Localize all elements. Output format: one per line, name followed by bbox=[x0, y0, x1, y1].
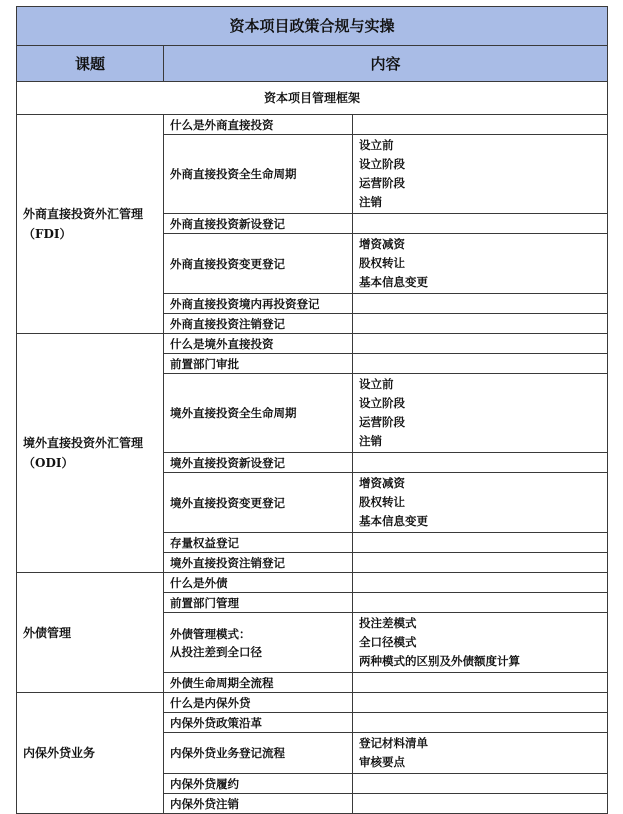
content-item-label: 境外直接投资注销登记 bbox=[170, 555, 285, 570]
sub-item-label: 投注差模式 bbox=[359, 616, 417, 630]
topic-label: 外债管理 bbox=[23, 625, 72, 640]
content-item-label: 前置部门审批 bbox=[170, 356, 239, 371]
sub-item-cell bbox=[353, 214, 608, 234]
table-row bbox=[17, 334, 608, 354]
sub-item-cell bbox=[353, 573, 608, 593]
topic-cell bbox=[17, 693, 164, 814]
content-item-cell bbox=[164, 593, 353, 613]
topic-label: 境外直接投资外汇管理 bbox=[23, 436, 144, 450]
content-item-cell bbox=[164, 115, 353, 135]
content-item-cell bbox=[164, 713, 353, 733]
content-item-label: 外债生命周期全流程 bbox=[170, 675, 274, 690]
sub-item-cell bbox=[353, 314, 608, 334]
content-item-label: 境外直接投资变更登记 bbox=[170, 495, 285, 510]
content-item-label: 外商直接投资注销登记 bbox=[170, 316, 285, 331]
sub-item-label: 审核要点 bbox=[359, 755, 405, 769]
content-item-label: 外商直接投资新设登记 bbox=[170, 216, 285, 231]
sub-item-label: 股权转让 bbox=[359, 256, 405, 270]
content-item-cell bbox=[164, 334, 353, 354]
sub-item-label: 股权转让 bbox=[359, 495, 405, 509]
content-item-label: 前置部门管理 bbox=[170, 595, 239, 610]
sub-item-label: 注销 bbox=[359, 434, 382, 448]
topic-column-header: 课题 bbox=[17, 46, 164, 82]
framework-row: 资本项目管理框架 bbox=[17, 82, 608, 115]
content-item-label: 外商直接投资变更登记 bbox=[170, 256, 285, 271]
sub-item-cell bbox=[353, 234, 608, 294]
content-item-cell bbox=[164, 553, 353, 573]
content-item-cell bbox=[164, 573, 353, 593]
sub-item-cell bbox=[353, 473, 608, 533]
sub-item-cell bbox=[353, 115, 608, 135]
sub-item-cell bbox=[353, 294, 608, 314]
sub-item-cell bbox=[353, 354, 608, 374]
content-item-label: 外商直接投资境内再投资登记 bbox=[170, 296, 320, 311]
content-item-label: 内保外贷业务登记流程 bbox=[170, 746, 285, 760]
sub-item-label: 基本信息变更 bbox=[359, 514, 428, 528]
content-item-cell bbox=[164, 673, 353, 693]
content-item-label: 什么是境外直接投资 bbox=[170, 336, 274, 351]
sub-item-label: 全口径模式 bbox=[359, 635, 417, 649]
sub-item-cell bbox=[353, 593, 608, 613]
sub-item-label: 设立前 bbox=[359, 377, 394, 391]
topic-label: （ODI） bbox=[23, 456, 74, 470]
content-item-label: 外债管理模式： bbox=[170, 626, 251, 641]
sub-item-cell bbox=[353, 135, 608, 214]
sub-item-label: 设立阶段 bbox=[359, 157, 405, 171]
content-item-label: 存量权益登记 bbox=[170, 535, 239, 550]
content-item-label: 内保外贷政策沿革 bbox=[170, 715, 262, 730]
sub-item-cell bbox=[353, 673, 608, 693]
sub-item-label: 设立前 bbox=[359, 138, 394, 152]
topic-cell bbox=[17, 115, 164, 334]
content-item-cell bbox=[164, 533, 353, 553]
content-item-cell bbox=[164, 794, 353, 814]
topic-label: （FDI） bbox=[23, 227, 72, 241]
sub-item-cell bbox=[353, 453, 608, 473]
sub-item-label: 增资减资 bbox=[359, 237, 405, 251]
content-item-label: 境外直接投资新设登记 bbox=[170, 455, 285, 470]
content-item-cell bbox=[164, 354, 353, 374]
content-item-label: 什么是外债 bbox=[170, 575, 228, 590]
sub-item-cell bbox=[353, 533, 608, 553]
sub-item-cell bbox=[353, 713, 608, 733]
content-item-label: 外商直接投资全生命周期 bbox=[170, 167, 297, 181]
sub-item-cell bbox=[353, 693, 608, 713]
content-item-cell bbox=[164, 473, 353, 533]
content-item-cell bbox=[164, 453, 353, 473]
content-item-label: 内保外贷履约 bbox=[170, 776, 239, 791]
sub-item-cell bbox=[353, 794, 608, 814]
sub-item-cell bbox=[353, 733, 608, 774]
sub-item-label: 两种模式的区别及外债额度计算 bbox=[359, 654, 520, 668]
content-column-header: 内容 bbox=[164, 46, 608, 82]
content-item-cell bbox=[164, 135, 353, 214]
content-item-label: 境外直接投资全生命周期 bbox=[170, 406, 297, 420]
topic-cell bbox=[17, 573, 164, 693]
content-item-label: 什么是外商直接投资 bbox=[170, 117, 274, 132]
sub-item-label: 运营阶段 bbox=[359, 415, 405, 429]
topic-label: 内保外贷业务 bbox=[23, 746, 96, 760]
sub-item-label: 注销 bbox=[359, 195, 382, 209]
sub-item-cell bbox=[353, 613, 608, 673]
content-item-cell bbox=[164, 613, 353, 673]
sub-item-cell bbox=[353, 334, 608, 354]
sub-item-label: 登记材料清单 bbox=[359, 736, 428, 750]
content-item-cell bbox=[164, 234, 353, 294]
content-item-label: 从投注差到全口径 bbox=[170, 644, 262, 659]
table-row bbox=[17, 115, 608, 135]
table-title: 资本项目政策合规与实操 bbox=[17, 7, 608, 46]
sub-item-label: 基本信息变更 bbox=[359, 275, 428, 289]
topic-cell bbox=[17, 334, 164, 573]
sub-item-label: 增资减资 bbox=[359, 476, 405, 490]
topic-label: 外商直接投资外汇管理 bbox=[23, 207, 144, 221]
content-item-cell bbox=[164, 693, 353, 713]
content-item-label: 内保外贷注销 bbox=[170, 796, 239, 811]
content-item-cell bbox=[164, 214, 353, 234]
content-item-cell bbox=[164, 733, 353, 774]
table-row bbox=[17, 693, 608, 713]
outline-body bbox=[17, 82, 608, 814]
sub-item-cell bbox=[353, 374, 608, 453]
content-item-cell bbox=[164, 374, 353, 453]
table-row bbox=[17, 573, 608, 593]
content-item-cell bbox=[164, 314, 353, 334]
course-outline-table bbox=[16, 6, 608, 814]
content-item-cell bbox=[164, 294, 353, 314]
sub-item-label: 运营阶段 bbox=[359, 176, 405, 190]
sub-item-cell bbox=[353, 553, 608, 573]
sub-item-label: 设立阶段 bbox=[359, 396, 405, 410]
content-item-label: 什么是内保外贷 bbox=[170, 695, 251, 710]
